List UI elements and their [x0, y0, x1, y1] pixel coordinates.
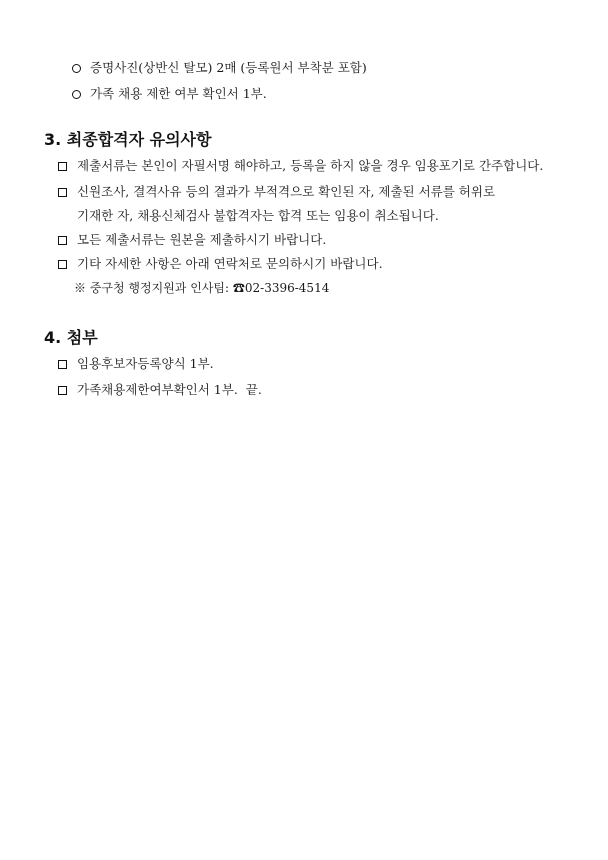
square-bullet-icon	[58, 188, 67, 197]
list-item-text: 기재한 자, 채용신체검사 불합격자는 합격 또는 임용이 취소됩니다.	[77, 208, 439, 223]
list-item	[58, 232, 326, 248]
list-item	[72, 60, 367, 76]
note-text: 중구청 행정지원과 인사팀:	[89, 281, 230, 295]
circle-bullet-icon	[72, 64, 81, 73]
list-item	[58, 356, 214, 372]
list-item	[58, 184, 495, 200]
list-item-text: 가족채용제한여부확인서 1부. 끝.	[77, 382, 262, 397]
list-item	[58, 256, 383, 272]
note-mark: ※	[74, 281, 87, 295]
square-bullet-icon	[58, 236, 67, 245]
square-bullet-icon	[58, 162, 67, 171]
square-bullet-icon	[58, 386, 67, 395]
list-item-text: 기타 자세한 사항은 아래 연락처로 문의하시기 바랍니다.	[77, 256, 383, 271]
square-bullet-icon	[58, 360, 67, 369]
section-heading: 4. 첨부	[44, 328, 98, 347]
contact-note	[74, 280, 329, 296]
list-item-continuation	[77, 208, 439, 224]
list-item-text: 증명사진(상반신 탈모) 2매 (등록원서 부착분 포함)	[90, 60, 367, 75]
phone-number: 02-3396-4514	[244, 281, 330, 295]
phone-icon: ☎	[232, 281, 245, 295]
list-item-text: 모든 제출서류는 원본을 제출하시기 바랍니다.	[77, 232, 327, 247]
list-item	[72, 86, 267, 102]
list-item-text: 임용후보자등록양식 1부.	[77, 356, 214, 371]
list-item	[58, 158, 543, 174]
list-item-text: 신원조사, 결격사유 등의 결과가 부적격으로 확인된 자, 제출된 서류를 허위로	[77, 184, 496, 199]
section-heading: 3. 최종합격자 유의사항	[44, 130, 212, 149]
circle-bullet-icon	[72, 90, 81, 99]
list-item-text: 가족 채용 제한 여부 확인서 1부.	[90, 86, 267, 101]
square-bullet-icon	[58, 260, 67, 269]
list-item-text: 제출서류는 본인이 자필서명 해야하고, 등록을 하지 않을 경우 임용포기로 간주합니다.	[77, 158, 544, 173]
list-item	[58, 382, 262, 398]
